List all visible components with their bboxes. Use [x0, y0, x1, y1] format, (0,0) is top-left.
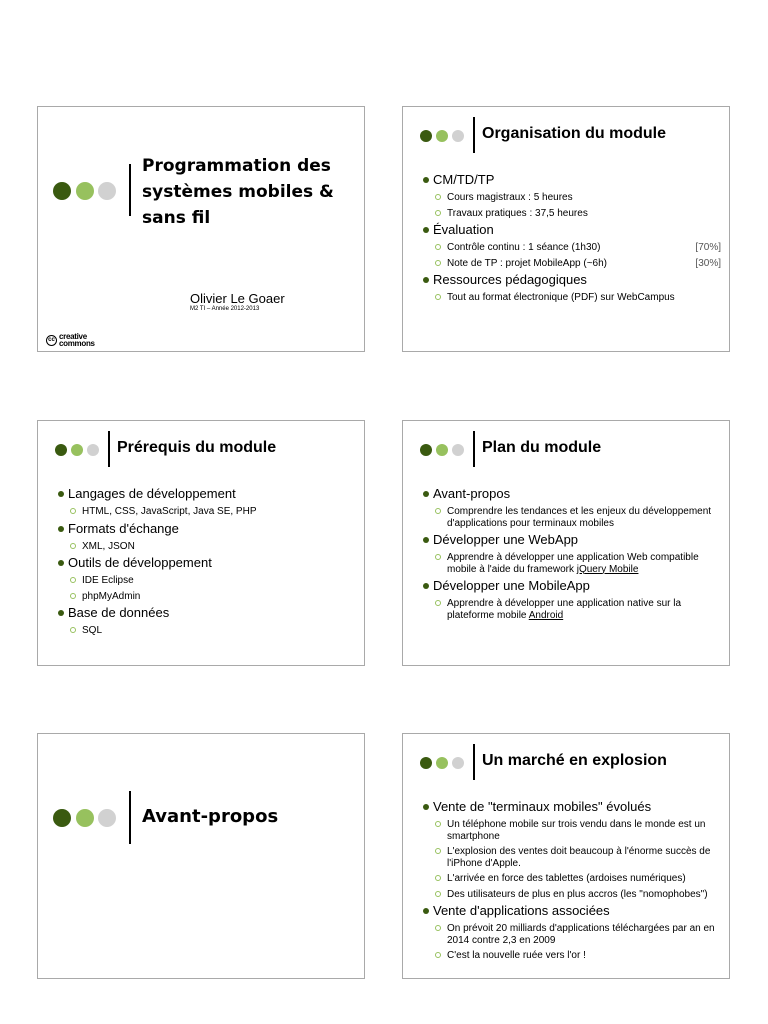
course-subtitle: M2 TI – Année 2012-2013: [190, 306, 260, 312]
sub-bullet-item: L'explosion des ventes doit beaucoup à l'énorme succès de l'iPhone d'Apple.: [423, 846, 721, 869]
slide-content: [423, 483, 721, 621]
creative-commons-logo: [46, 333, 95, 347]
slide-heading: Plan du module: [482, 439, 602, 456]
dot-light-green-icon: [436, 757, 448, 769]
title-divider: [473, 431, 475, 467]
bullet-item: Développer une MobileApp: [423, 578, 721, 594]
sub-bullet-item: Des utilisateurs de plus en plus accros (les "nomophobes"): [423, 889, 721, 901]
dot-light-green-icon: [71, 444, 83, 456]
presentation-title: [142, 153, 334, 231]
sub-bullet-item: HTML, CSS, JavaScript, Java SE, PHP: [58, 506, 356, 518]
slide-heading: Un marché en explosion: [482, 752, 667, 769]
slide-content: [58, 483, 356, 637]
title-divider: [473, 744, 475, 780]
sub-bullet-item: Comprendre les tendances et les enjeux du développement d'applications pour terminaux mobiles: [423, 506, 721, 529]
dot-grey-icon: [98, 182, 116, 200]
slide-title: [37, 106, 365, 352]
jquery-mobile-link[interactable]: jQuery Mobile: [576, 563, 639, 575]
slide-heading: Organisation du module: [482, 125, 667, 142]
license-text: creative: [59, 332, 87, 341]
sub-bullet-item: Note de TP : projet MobileApp (~6h) [30%]: [423, 258, 721, 270]
dot-dark-green-icon: [53, 809, 71, 827]
dot-dark-green-icon: [420, 757, 432, 769]
sub-bullet-item: Apprendre à développer une application native sur la plateforme mobile Android: [423, 598, 721, 621]
bullet-item: CM/TD/TP: [423, 172, 721, 188]
title-divider: [473, 117, 475, 153]
slide-marche: [402, 733, 730, 979]
sub-bullet-item: Tout au format électronique (PDF) sur WebCampus: [423, 292, 721, 304]
title-line: Programmation des: [142, 156, 331, 176]
sub-bullet-item: XML, JSON: [58, 541, 356, 553]
dot-grey-icon: [452, 757, 464, 769]
sub-bullet-item: Travaux pratiques : 37,5 heures: [423, 208, 721, 220]
license-text: commons: [59, 339, 95, 348]
title-divider: [129, 164, 131, 216]
slide-section-avant-propos: [37, 733, 365, 979]
slide-content: [423, 169, 721, 304]
title-line: systèmes mobiles &: [142, 182, 334, 202]
bullet-item: Langages de développement: [58, 486, 356, 502]
bullet-item: Formats d'échange: [58, 521, 356, 537]
bullet-item: Outils de développement: [58, 555, 356, 571]
bullet-item: Ressources pédagogiques: [423, 272, 721, 288]
title-line: sans fil: [142, 208, 211, 228]
dot-light-green-icon: [436, 444, 448, 456]
sub-bullet-item: IDE Eclipse: [58, 575, 356, 587]
weight-badge: [30%]: [695, 257, 721, 269]
slide-prerequis: [37, 420, 365, 666]
dot-dark-green-icon: [420, 444, 432, 456]
dot-grey-icon: [452, 444, 464, 456]
dot-light-green-icon: [76, 809, 94, 827]
android-link[interactable]: Android: [528, 609, 564, 621]
sub-bullet-item: Contrôle continu : 1 séance (1h30) [70%]: [423, 242, 721, 254]
author-name: Olivier Le Goaer: [190, 291, 285, 306]
sub-bullet-item: Cours magistraux : 5 heures: [423, 192, 721, 204]
bullet-item: Vente d'applications associées: [423, 903, 721, 919]
dot-dark-green-icon: [53, 182, 71, 200]
dot-light-green-icon: [76, 182, 94, 200]
sub-bullet-item: Apprendre à développer une application Web compatible mobile à l'aide du framework jQuery Mobile: [423, 552, 721, 575]
sub-bullet-item: SQL: [58, 625, 356, 637]
weight-badge: [70%]: [695, 242, 721, 253]
title-divider: [129, 791, 131, 844]
creative-commons-icon: cc: [46, 335, 57, 346]
bullet-item: Vente de "terminaux mobiles" évolués: [423, 799, 721, 815]
sub-bullet-item: Un téléphone mobile sur trois vendu dans le monde est un smartphone: [423, 819, 721, 842]
bullet-item: Avant-propos: [423, 486, 721, 502]
dot-light-green-icon: [436, 130, 448, 142]
slide-heading: Prérequis du module: [117, 439, 277, 456]
dot-grey-icon: [452, 130, 464, 142]
bullet-item: Base de données: [58, 605, 356, 621]
dot-grey-icon: [87, 444, 99, 456]
bullet-item: Développer une WebApp: [423, 532, 721, 548]
dot-grey-icon: [98, 809, 116, 827]
bullet-item: Évaluation: [423, 222, 721, 238]
slide-plan: [402, 420, 730, 666]
section-title: Avant-propos: [142, 806, 279, 827]
slide-content: [423, 796, 721, 962]
dot-dark-green-icon: [420, 130, 432, 142]
title-divider: [108, 431, 110, 467]
sub-bullet-item: L'arrivée en force des tablettes (ardoises numériques): [423, 873, 721, 885]
slide-organisation: [402, 106, 730, 352]
sub-bullet-item: phpMyAdmin: [58, 591, 356, 603]
dot-dark-green-icon: [55, 444, 67, 456]
sub-bullet-item: On prévoit 20 milliards d'applications téléchargées par an en 2014 contre 2,3 en 2009: [423, 923, 721, 946]
sub-bullet-item: C'est la nouvelle ruée vers l'or !: [423, 950, 721, 962]
